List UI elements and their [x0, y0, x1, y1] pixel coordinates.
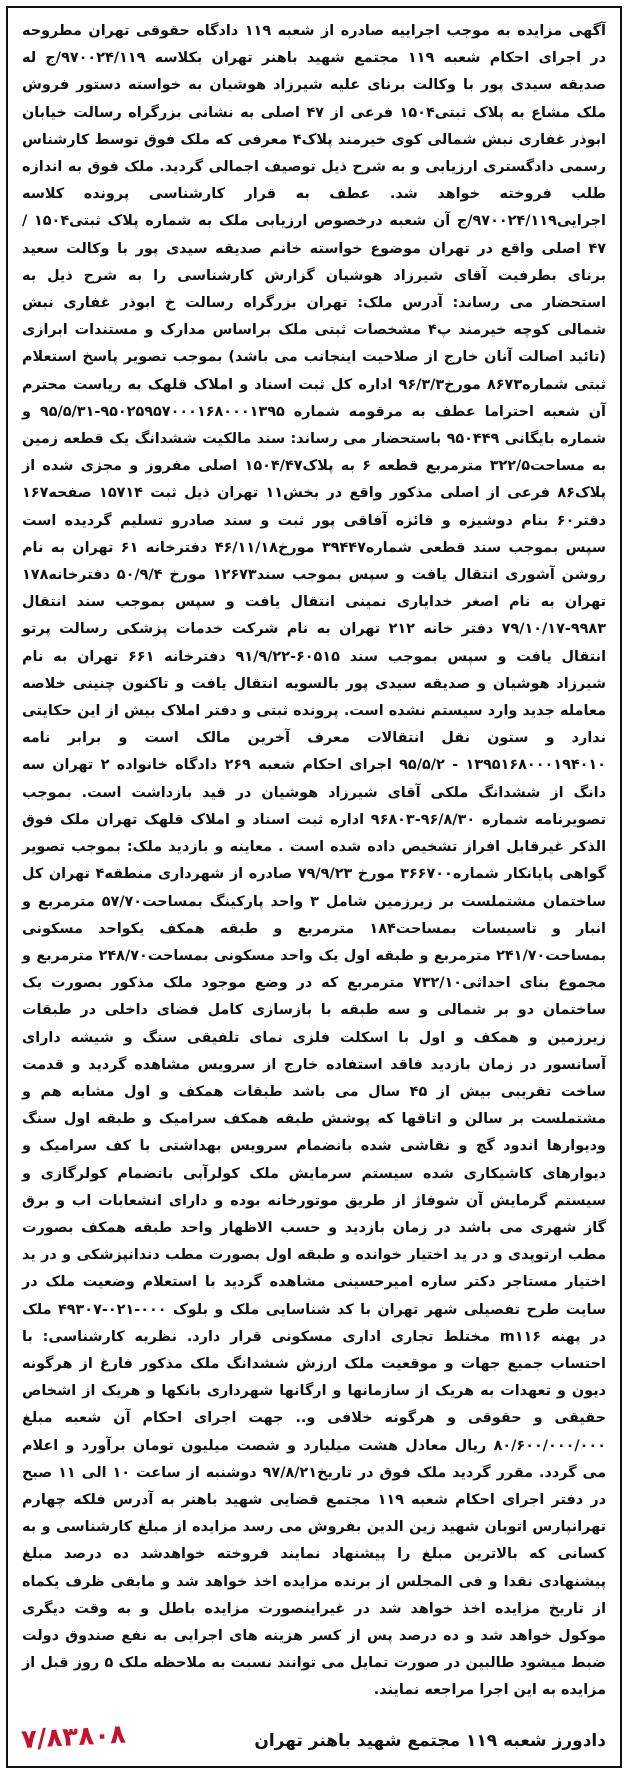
notice-footer	[22, 1716, 606, 1756]
handwritten-reference-number: ۷/۸۳۸۰۸	[20, 1719, 127, 1756]
issuer-signature-line: دادورز شعبه ۱۱۹ مجتمع شهید باهنر تهران	[254, 1731, 606, 1751]
auction-notice	[6, 6, 622, 1768]
notice-body-text: آگهی مزایده به موجب اجراییه صادره از شعبه ۱۱۹ دادگاه حقوقی تهران مطروحه در اجرای احکام شعبه ۱۱۹ مجتمع شهید باهنر تهران بکلاسه ۹۷۰۰۲۴/۱۱۹/ج له صدیقه سیدی پور با وکالت برنای علیه شیرزاد هوشیان به خواسته دستور فروش ملک مشاع به پلاک ثبتی۱۵۰۴ فرعی از ۴۷ اصلی به نشانی بزرگراه رسالت خیابان ابوذر غفاری نبش شمالی کوی خیرمند پلاک۴ معرفی که ملک فوق توسط کارشناس رسمی دادگستری ارزیابی و به شرح ذیل توصیف اجمالی گردید. ملک فوق به اندازه طلب فروخته خواهد شد. عطف به قرار کارشناسی پرونده کلاسه اجرایی۹۷۰۰۲۴/۱۱۹/ج آن شعبه درخصوص ارزیابی ملک به شماره پلاک ثبتی۱۵۰۴ / ۴۷ اصلی واقع در تهران موضوع خواسته خانم صدیقه سیدی پور با وکالت سعید برنای بطرفیت آقای شیرزاد هوشیان گزارش کارشناسی را به شرح ذیل به استحضار می رساند: آدرس ملک: تهران بزرگراه رسالت خ ابوذر غفاری نبش شمالی کوچه خیرمند پ۴ مشخصات ثبتی ملک براساس مدارک و مستندات ابرازی (تائید اصالت آنان خارج از صلاحیت اینجانب می باشد) بموجب تصویر پاسخ استعلام ثبتی شماره۸۶۷۳ مورخ۹۶/۳/۳ اداره کل ثبت اسناد و املاک قلهک به ریاست محترم آن شعبه احتراما عطف به مرقومه شماره ۹۵۰۲۵۹۵۷۰۰۰۱۶۸۰۰۰۱۳۹۵-۹۵/۵/۳۱ و شماره بایگانی ۹۵۰۴۴۹ باستحضار می رساند: سند مالکیت ششدانگ یک قطعه زمین به مساحت۳۲۲/۵ مترمربع قطعه ۶ به پلاک۱۵۰۴/۴۷ اصلی مفروز و مجزی شده از پلاک۸۶ فرعی از اصلی مذکور واقع در بخش۱۱ تهران ذیل ثبت ۱۵۷۱۴ صفحه۱۶۷ دفتر۶۰ بنام دوشیزه و فائزه آفاقی پور ثبت و سند صادرو تسلیم گردیده است سپس بموجب سند قطعی شماره۳۹۴۴۷ مورخ۴۶/۱۱/۱۸ دفترخانه ۶۱ تهران به نام روشن آشوری انتقال یافت و سپس بموجب سند۱۲۶۷۳ مورخ ۵۰/۹/۴ دفترخانه۱۷۸ تهران به نام اصغر خدایاری نمینی انتقال یافت و سپس بموجب سند انتقال ۹۹۸۳-۷۹/۱۰/۱۷ دفتر خانه ۲۱۲ تهران به نام شرکت خدمات پزشکی رسالت پرتو انتقال یافت و سپس بموجب سند ۶۰۵۱۵-۹۱/۹/۲۲ دفترخانه ۶۶۱ تهران به نام شیرزاد هوشیان و صدیقه سیدی پور بالسویه انتقال یافت و تاکنون چنینی خلاصه معامله جدید وارد سیستم نشده است. پرونده ثبتی و دفتر املاک بیش از این حکایتی ندارد و ستون نقل انتقالات معرف آخرین مالک است و برابر نامه ۱۳۹۵۱۶۸۰۰۰۱۹۴۰۱۰ - ۹۵/۵/۲ اجرای احکام شعبه ۲۶۹ دادگاه خانواده ۲ تهران سه دانگ از ششدانگ ملکی آقای شیرزاد هوشیان در قید بازداشت است. بموجب تصویرنامه شماره ۹۶/۸/۳۰-۹۶۸۰۳ اداره ثبت اسناد و املاک قلهک تهران ملک فوق الذکر غیرقابل افراز تشخیص داده شده است . معاینه و بازدید ملک: بموجب تصویر گواهی پایانکار شماره۳۶۶۷۰۰ مورخ ۷۹/۹/۲۳ صادره از شهرداری منطقه۴ تهران کل ساختمان مشتملست بر زیرزمین شامل ۳ واحد پارکینگ بمساحت۵۷/۷۰ مترمربع و انبار و تاسیسات بمساحت۱۸۴ مترمربع و طبقه همکف یکواحد مسکونی بمساحت۲۴۱/۷۰ مترمربع و طبقه اول یک واحد مسکونی بمساحت۲۴۸/۷۰ مترمربع و مجموع بنای احداثی۷۳۲/۱۰ مترمربع که در وضع موجود ملک مذکور بصورت یک ساختمان دو بر شمالی و سه طبقه با بازسازی کامل فضای داخلی در طبقات زیرزمین و همکف و اول با اسکلت فلزی نمای تلفیقی سنگ و شیشه دارای آسانسور در زمان بازدید فاقد استفاده خارج از سرویس مشاهده گردید و قدمت ساخت تقریبی بیش از ۴۵ سال می باشد طبقات همکف و اول مشابه هم و مشتملست بر سالن و اتاقها که پوشش طبقه همکف سرامیک و طبقه اول سنگ ودیوارها اندود گچ و نقاشی شده بانضمام سرویس بهداشتی با کف سرامیک و دیوارهای کاشیکاری شده سیستم سرمایش ملک کولرآبی بانضمام کولرگازی و سیستم گرمایش آن شوفاژ از طریق موتورخانه بوده و دارای انشعابات اب و برق گاز شهری می باشد در زمان بازدید و حسب الاظهار واحد طبقه همکف بصورت مطب ارتوپدی و در ید اختیار خوانده و طبقه اول بصورت مطب دندانپزشکی و در ید اختیار مستاجر دکتر ساره امیرحسینی مشاهده گردید با استعلام وضعیت ملک در سایت طرح تفصیلی شهر تهران با کد شناسایی ملک و بلوک ۰۰۰-۰۲۱-۴۹۳۰۷ ملک در پهنه m۱۱۶ مختلط تجاری اداری مسکونی قرار دارد. نظریه کارشناسی: با احتساب جمیع جهات و موقعیت ملک ارزش ششدانگ ملک مذکور فارغ از هرگونه دیون و تعهدات به هریک از سازمانها و ارگانها شهرداری بانکها و هریک از اشخاص حقیقی و حقوقی و هرگونه خلافی و.. جهت اجرای احکام آن شعبه مبلغ ۸۰/۶۰۰/۰۰۰/۰۰۰ ریال معادل هشت میلیارد و شصت میلیون تومان برآورد و اعلام می گردد. مقرر گردید ملک فوق در تاریخ۹۷/۸/۲۱ دوشنبه از ساعت ۱۰ الی ۱۱ صبح در دفتر اجرای احکام شعبه ۱۱۹ مجتمع قضایی شهید باهنر به آدرس فلکه چهارم تهرانپارس اتوبان شهید زین الدین بفروش می رسد مزایده از مبلغ کارشناسی و به کسانی که بالاترین مبلغ را پیشنهاد نمایند فروخته خواهدشد ده درصد مبلغ پیشنهادی نقدا و فی المجلس از برنده مزایده اخذ خواهد شد و مابقی ظرف یکماه از تاریخ مزایده اخذ خواهد شد در غیراینصورت مزایده باطل و به وقت دیگری موکول خواهد شد و ده درصد پس از کسر هزینه های اجرایی به نفع صندوق دولت ضبط میشود طالبین در صورت تمایل می توانند نسبت به ملاحظه ملک ۵ روز قبل از مزایده به این اجرا مراجعه نمایند.	[22, 23, 607, 1699]
